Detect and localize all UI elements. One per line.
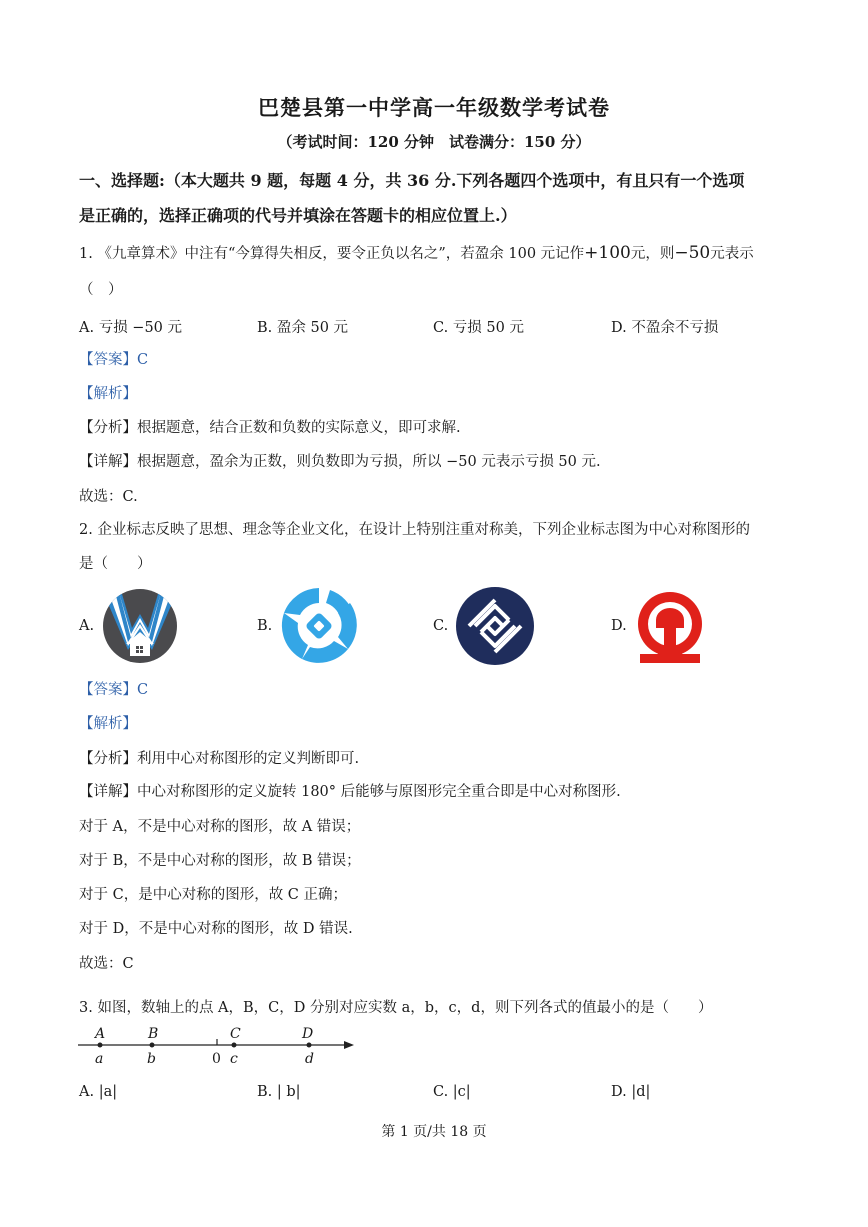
page-footer: 第 1 页/共 18 页 [381,1124,487,1140]
logo-c-interlock-icon [455,586,535,666]
value-label-zero: 0 [212,1051,221,1067]
q1-minus50: −50 [674,243,711,263]
point-label-b: B [148,1026,159,1042]
page-title: 巴楚县第一中学高一年级数学考试卷 [258,95,610,120]
q2-check-a: 对于 A，不是中心对称的图形，故 A 错误； [79,819,361,835]
q3-option-d: D. |d| [611,1084,651,1100]
q3-option-a: A. |a| [79,1084,118,1100]
q1-option-b: B. 盈余 50 元 [257,320,349,336]
point-label-c: C [230,1026,241,1042]
q2-analysis: 【解析】 [79,716,137,732]
q3-option-b: B. | b| [257,1084,301,1100]
q1-choice: 故选：C. [79,489,138,505]
q1-answer: 【答案】C [79,352,149,368]
value-label-c: c [230,1051,238,1067]
q2-fenxi: 【分析】利用中心对称图形的定义判断即可. [79,751,360,767]
q2-answer: 【答案】C [79,682,149,698]
point-label-a: A [95,1026,106,1042]
q1-option-d: D. 不盈余不亏损 [611,320,719,336]
q3-option-c: C. |c| [433,1084,471,1100]
q2-choice: 故选：C [79,956,134,972]
q1-stem-part-b: 元，则 [630,246,675,262]
q2-check-d: 对于 D，不是中心对称的图形，故 D 错误. [79,921,353,937]
logo-b-swirl-icon [278,585,360,667]
q1-plus100: +100 [584,243,631,263]
q1-stem-part-c: 元表示 [710,246,754,262]
q1-fenxi: 【分析】根据题意，结合正数和负数的实际意义，即可求解. [79,420,461,436]
q2-label-b: B. [257,618,273,634]
q2-xiangjie: 【详解】中心对称图形的定义旋转 180° 后能够与原图形完全重合即是中心对称图形. [79,784,621,800]
section-heading-line2: 是正确的，选择正确项的代号并填涂在答题卡的相应位置上.） [79,206,517,225]
q2-label-c: C. [433,618,449,634]
q1-stem [79,243,754,264]
q2-label-d: D. [611,618,627,634]
section-heading-line1: 一、选择题:（本大题共 9 题，每题 4 分，共 36 分.下列各题四个选项中，有且只有一个选项 [79,171,745,190]
q1-xiangjie: 【详解】根据题意，盈余为正数，则负数即为亏损，所以 −50 元表示亏损 50 元. [79,454,601,470]
q1-option-c: C. 亏损 50 元 [433,320,524,336]
page-subtitle: （考试时间：120 分钟 试卷满分：150 分） [277,133,591,151]
q2-check-c: 对于 C，是中心对称的图形，故 C 正确； [79,887,348,903]
q1-stem-part-a: 1. 《九章算术》中注有“今算得失相反，要令正负以名之”，若盈余 100 元记作 [79,246,585,262]
q3-stem: 3. 如图，数轴上的点 A，B，C，D 分别对应实数 a，b，c，d，则下列各式的值最小的是（ ） [79,1000,713,1016]
logo-a-w-house-icon [102,588,178,664]
q1-paren: （ ） [79,282,123,298]
q2-stem-line1: 2. 企业标志反映了思想、理念等企业文化，在设计上特别注重对称美，下列企业标志图为中心对称图形的 [79,522,750,538]
q1-option-a: A. 亏损 −50 元 [79,320,183,336]
value-label-d: d [305,1051,314,1067]
value-label-b: b [147,1051,156,1067]
q2-stem-line2: 是（ ） [79,556,152,572]
q2-check-b: 对于 B，不是中心对称的图形，故 B 错误； [79,853,361,869]
q2-label-a: A. [79,618,95,634]
logo-d-railway-icon [634,588,706,666]
q1-analysis: 【解析】 [79,386,137,402]
value-label-a: a [95,1051,104,1067]
point-label-d: D [302,1026,314,1042]
